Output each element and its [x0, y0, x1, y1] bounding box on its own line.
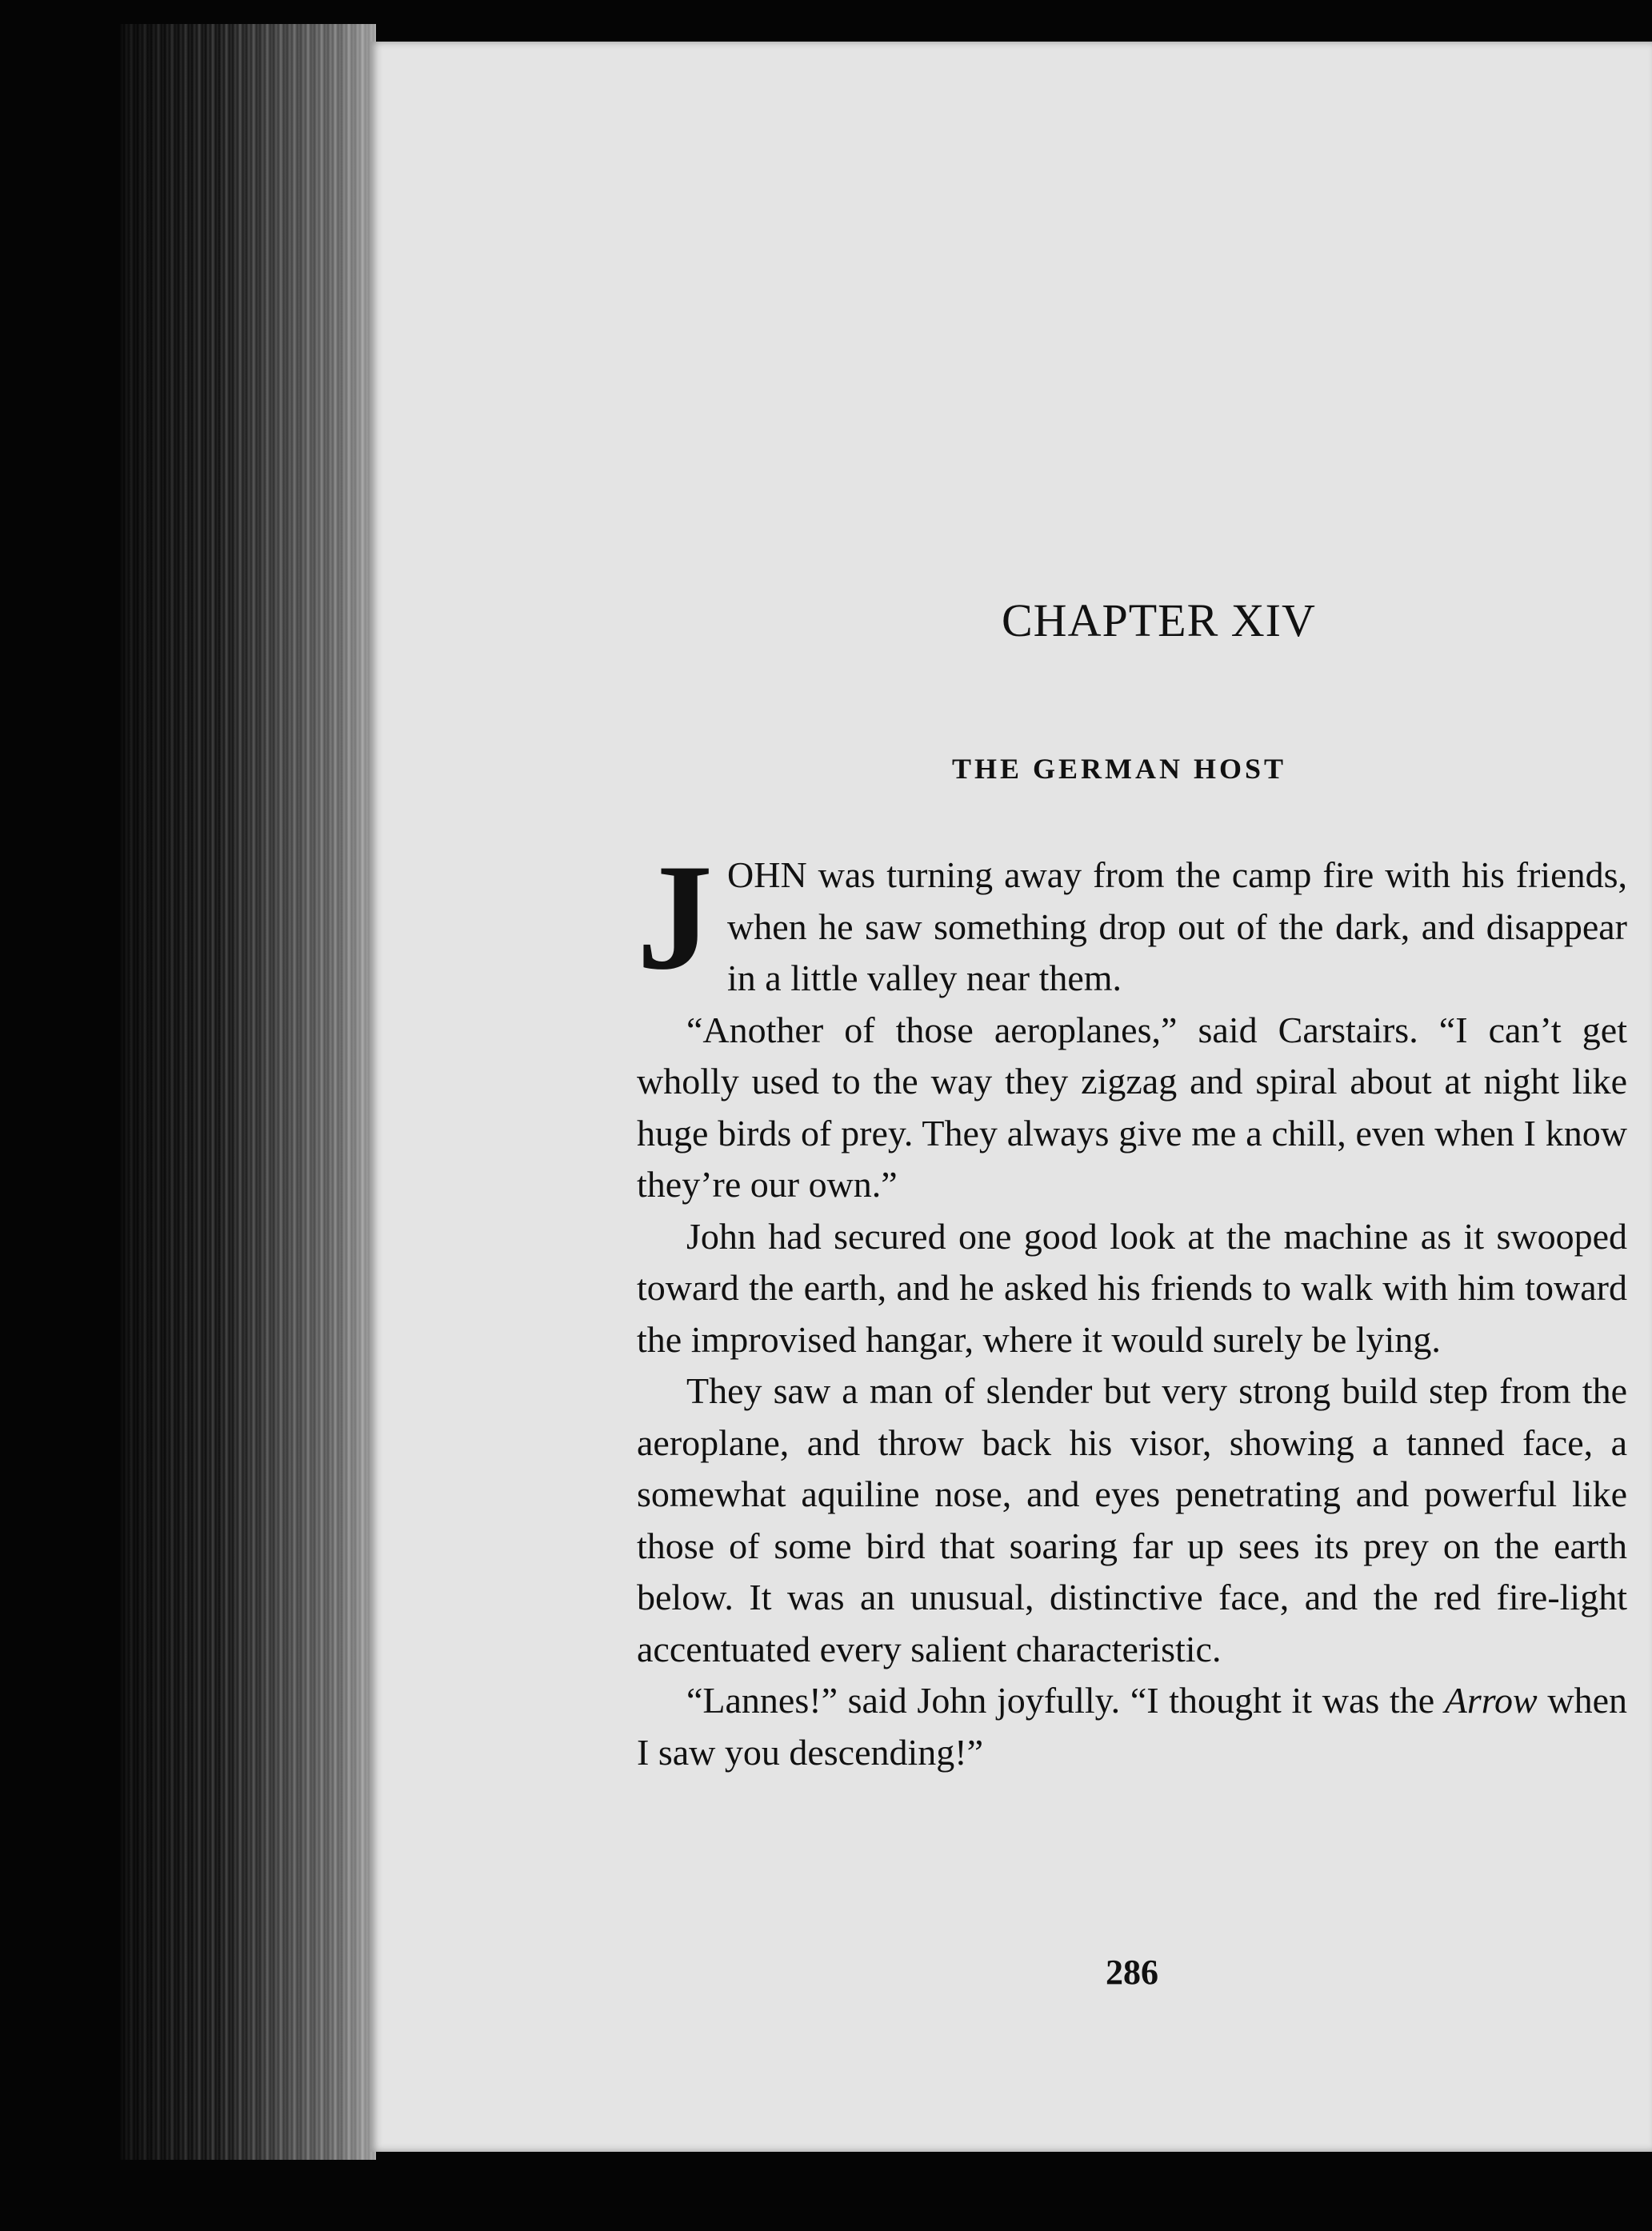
body-text [637, 834, 1627, 1778]
paragraph-text: OHN was turning away from the camp fire with his friends, when he saw something drop out of the dark, and disappear in a little valley near them. [727, 854, 1627, 998]
page [370, 42, 1652, 2152]
paragraph [637, 834, 1627, 1005]
chapter-heading: CHAPTER XIV [1002, 594, 1316, 646]
paragraph [637, 1675, 1627, 1778]
paragraph-text: when I saw you descending!” [637, 1680, 1627, 1773]
paragraph: They saw a man of slender but very strong build step from the aeroplane, and throw back his visor, showing a tanned face, a somewhat aquiline nose, and eyes penetrating and powerful like those of some bird that soaring far up sees its prey on the earth below. It was an unusual, distinctive face, and the red fire-light accentuated every salient characteristic. [637, 1370, 1627, 1669]
drop-cap: J [637, 834, 713, 1002]
chapter-title: THE GERMAN HOST [952, 753, 1287, 785]
book-page-edges [120, 24, 376, 2160]
page-number: 286 [1106, 1953, 1158, 1992]
paragraph-text: “Lannes!” said John joyfully. “I thought it was the [686, 1680, 1445, 1721]
paragraph: John had secured one good look at the machine as it swooped toward the earth, and he asked his friends to walk with him toward the improvised hangar, where it would surely be lying. [637, 1215, 1627, 1360]
paragraph: “Another of those aeroplanes,” said Carstairs. “I can’t get wholly used to the way they zigzag and spiral about at night like huge birds of prey. They always give me a chill, even when I know they’re our own.” [637, 1009, 1627, 1205]
ship-name: Arrow [1444, 1680, 1538, 1721]
